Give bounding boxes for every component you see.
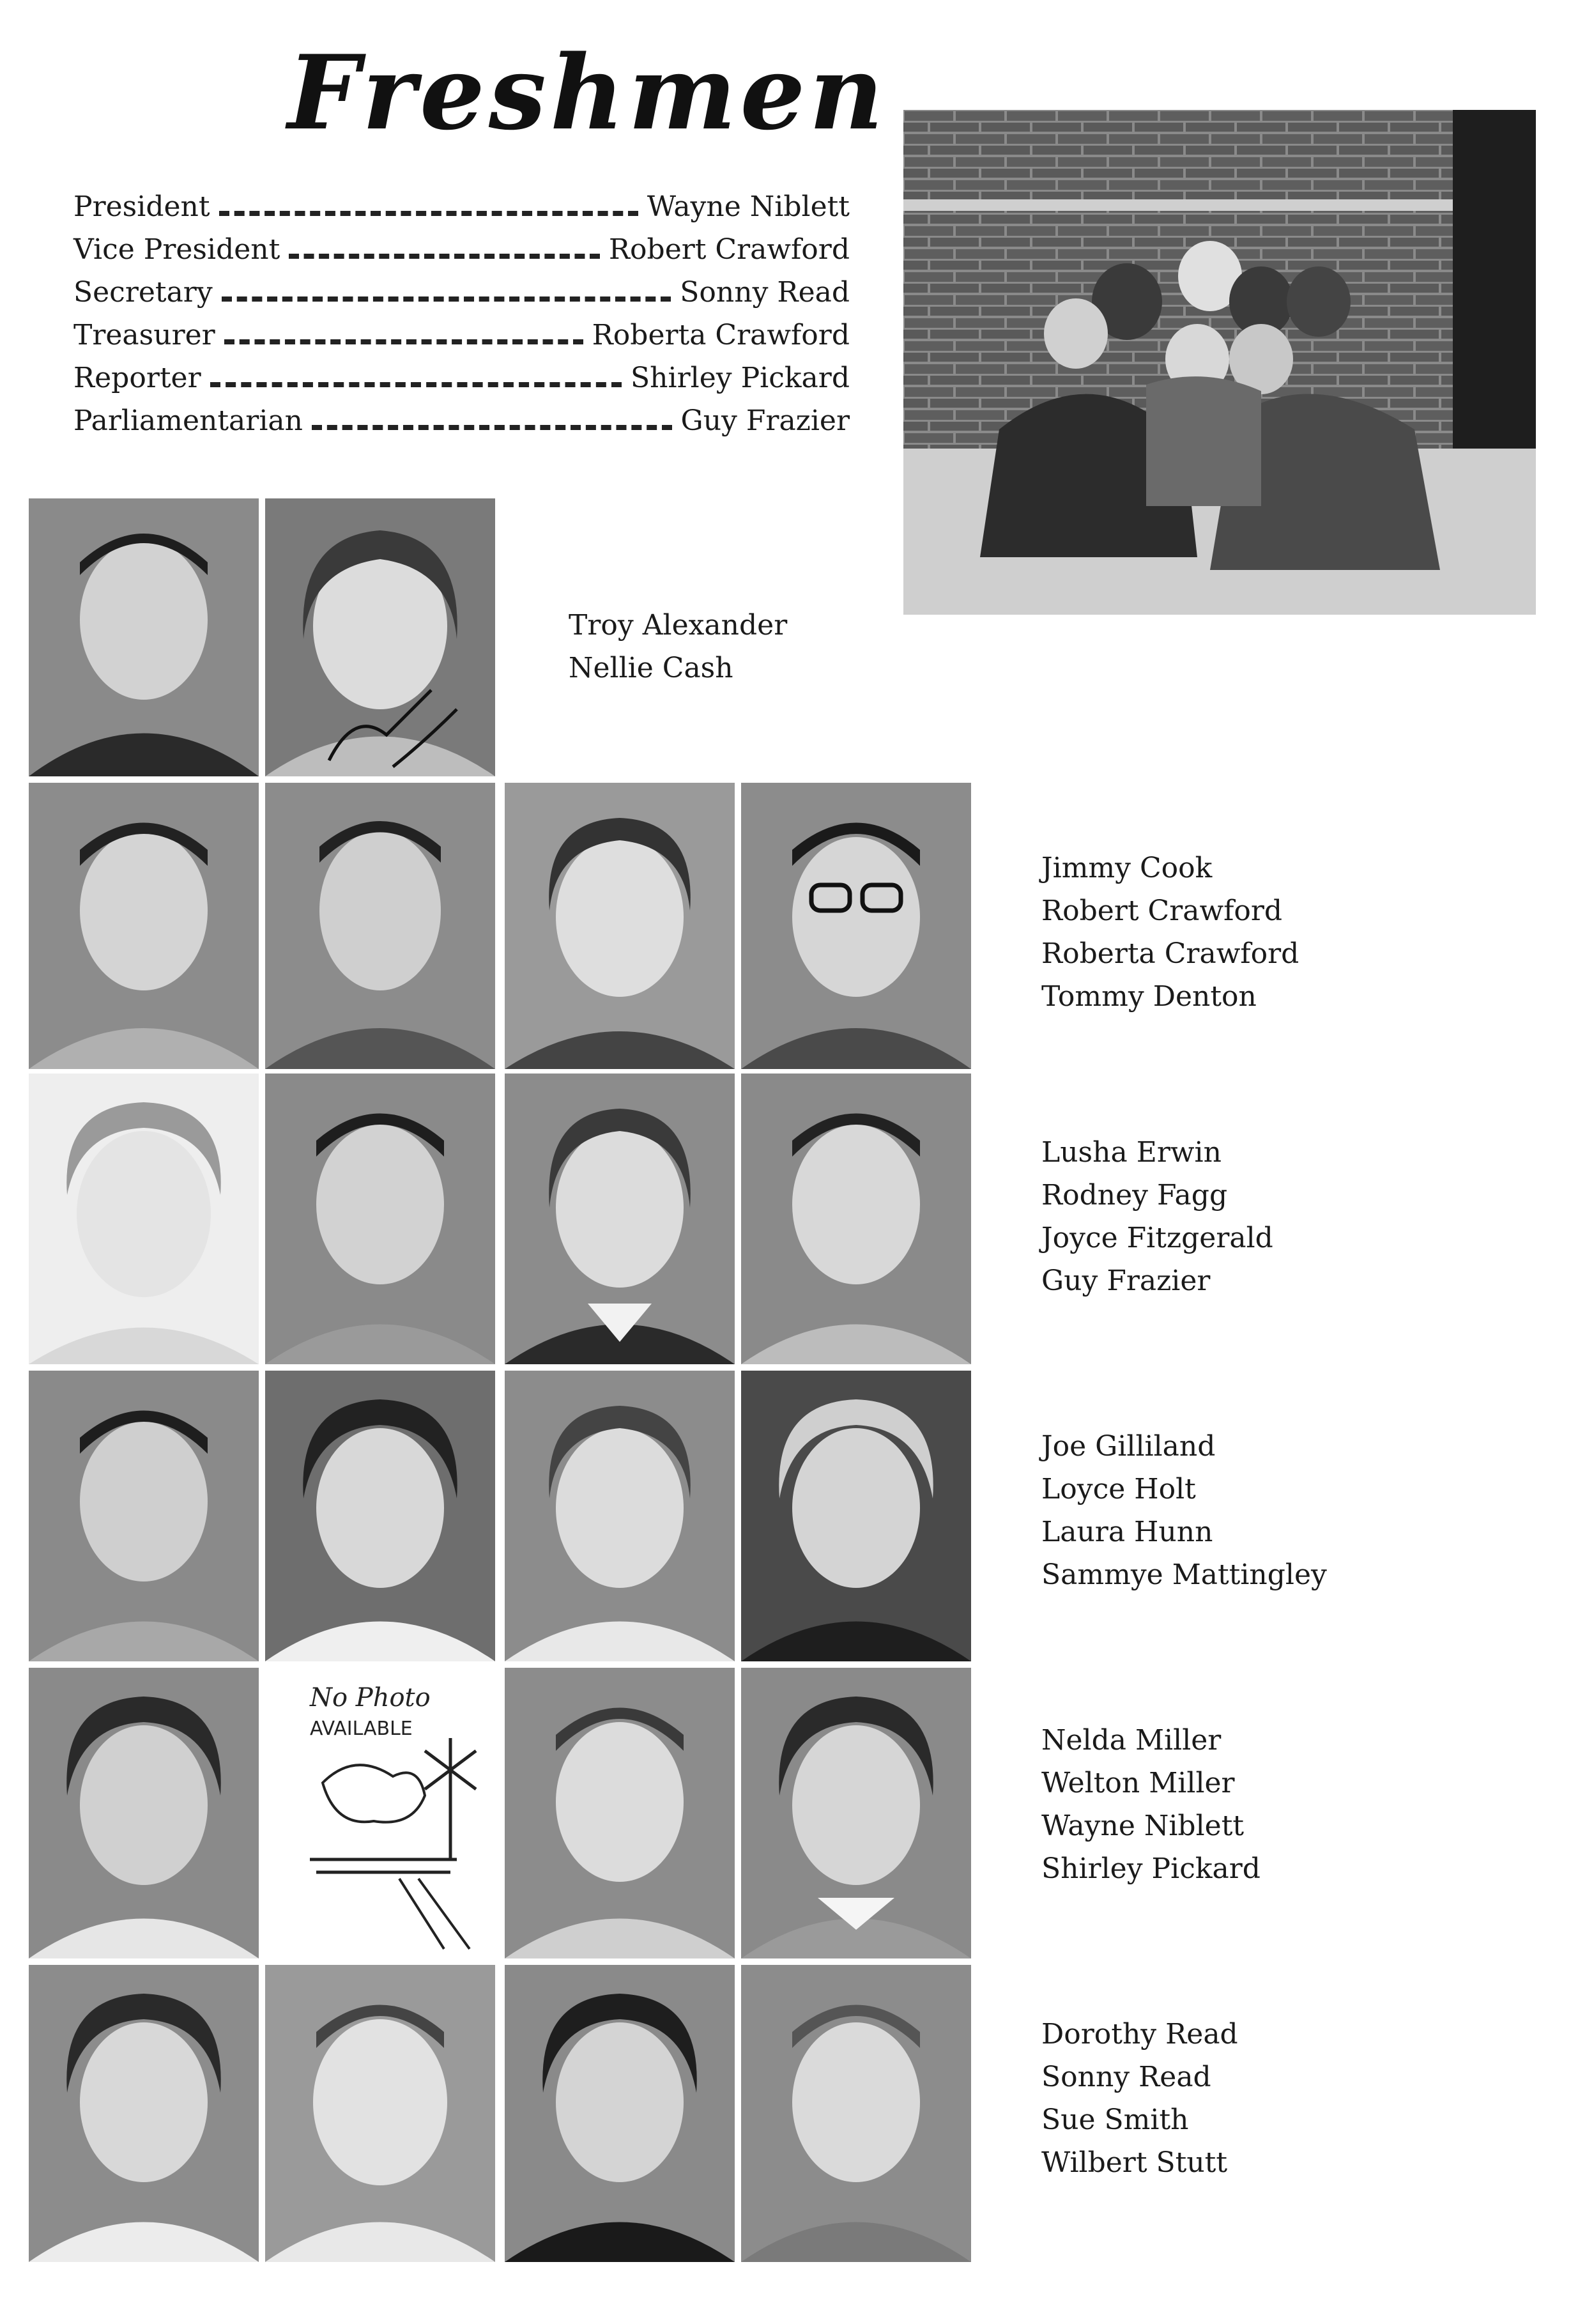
no-photo-label: AVAILABLE	[310, 1718, 413, 1740]
dotted-leader	[222, 296, 671, 302]
officer-name: Roberta Crawford	[592, 319, 850, 351]
officer-row	[73, 399, 850, 442]
student-portrait	[29, 1668, 259, 1958]
names-caption	[569, 604, 787, 689]
officer-title: Vice President	[73, 233, 280, 266]
student-name: Tommy Denton	[1041, 980, 1257, 1013]
officer-title: Reporter	[73, 362, 201, 394]
page-title: Freshmen	[287, 33, 887, 153]
officer-name: Wayne Niblett	[647, 190, 850, 223]
student-name: Laura Hunn	[1041, 1516, 1213, 1548]
student-name: Wayne Niblett	[1041, 1810, 1245, 1842]
student-portrait	[741, 1074, 971, 1364]
student-name: Wilbert Stutt	[1041, 2146, 1228, 2179]
dotted-leader	[312, 425, 672, 430]
student-name: Joe Gilliland	[1041, 1430, 1216, 1463]
names-caption	[1041, 847, 1299, 1018]
officer-row	[73, 271, 850, 314]
student-portrait	[741, 1668, 971, 1958]
no-photo-label: No Photo	[310, 1683, 431, 1712]
officer-row	[73, 228, 850, 271]
student-name: Nelda Miller	[1041, 1724, 1222, 1757]
student-portrait	[265, 498, 495, 776]
dotted-leader	[219, 211, 638, 216]
student-name: Jimmy Cook	[1041, 852, 1213, 884]
names-caption	[1041, 1425, 1327, 1596]
dotted-leader	[224, 339, 583, 344]
student-name: Troy Alexander	[569, 609, 788, 642]
names-caption	[1041, 1719, 1261, 1890]
student-portrait	[741, 1371, 971, 1661]
student-portrait	[505, 1668, 735, 1958]
student-portrait	[505, 1965, 735, 2262]
student-name: Joyce Fitzgerald	[1041, 1222, 1273, 1254]
student-portrait	[29, 1371, 259, 1661]
student-name: Welton Miller	[1041, 1767, 1235, 1799]
student-portrait	[29, 1965, 259, 2262]
names-caption	[1041, 2013, 1238, 2184]
student-name: Nellie Cash	[569, 652, 733, 684]
student-name: Shirley Pickard	[1041, 1852, 1261, 1885]
student-name: Rodney Fagg	[1041, 1179, 1228, 1212]
student-portrait	[29, 1074, 259, 1364]
student-portrait	[265, 1371, 495, 1661]
officer-title: Parliamentarian	[73, 404, 303, 437]
student-name: Sue Smith	[1041, 2104, 1189, 2136]
student-name: Dorothy Read	[1041, 2018, 1238, 2051]
no-photo-placeholder	[265, 1668, 495, 1958]
student-name: Roberta Crawford	[1041, 937, 1299, 970]
officers-group-photo	[903, 110, 1536, 615]
group-photo-image	[903, 110, 1536, 615]
student-portrait	[29, 783, 259, 1069]
student-portrait	[505, 1371, 735, 1661]
officer-name: Guy Frazier	[680, 404, 850, 437]
officer-row	[73, 357, 850, 399]
dotted-leader	[289, 254, 600, 259]
student-name: Guy Frazier	[1041, 1265, 1211, 1297]
officer-title: Treasurer	[73, 319, 215, 351]
dotted-leader	[210, 382, 622, 387]
student-name: Sonny Read	[1041, 2061, 1211, 2093]
student-portrait	[741, 1965, 971, 2262]
student-portrait	[265, 1074, 495, 1364]
student-name: Loyce Holt	[1041, 1473, 1196, 1505]
officers-list	[73, 185, 850, 442]
student-portrait	[265, 783, 495, 1069]
officer-name: Sonny Read	[680, 276, 850, 309]
officer-row	[73, 185, 850, 228]
student-portrait	[505, 1074, 735, 1364]
names-caption	[1041, 1131, 1273, 1302]
student-portrait	[505, 783, 735, 1069]
officer-name: Robert Crawford	[608, 233, 850, 266]
officer-title: Secretary	[73, 276, 213, 309]
student-portrait	[265, 1965, 495, 2262]
student-name: Robert Crawford	[1041, 895, 1283, 927]
student-portrait	[741, 783, 971, 1069]
student-name: Lusha Erwin	[1041, 1136, 1222, 1169]
student-name: Sammye Mattingley	[1041, 1558, 1327, 1591]
officer-row	[73, 314, 850, 357]
officer-name: Shirley Pickard	[631, 362, 850, 394]
student-portrait	[29, 498, 259, 776]
officer-title: President	[73, 190, 210, 223]
